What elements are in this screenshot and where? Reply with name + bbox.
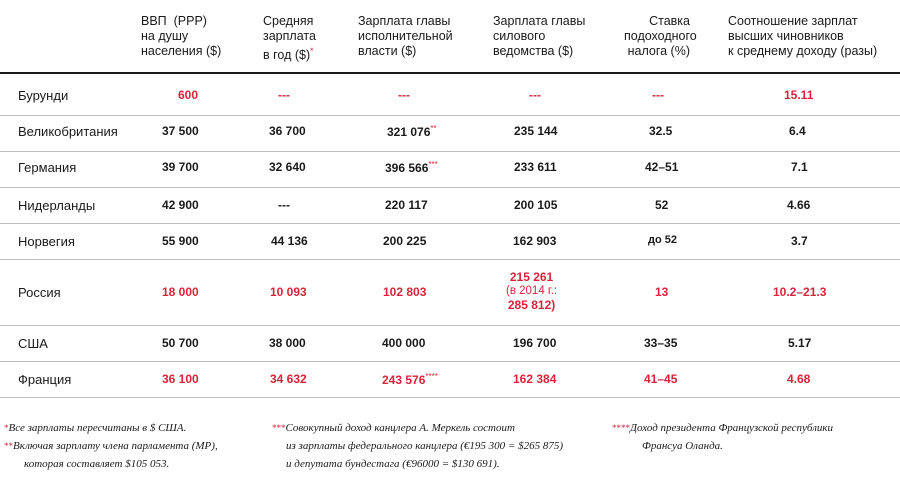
ratio-value: 3.7 — [791, 234, 808, 248]
header-avg-salary — [263, 14, 316, 63]
exec-salary-cell — [382, 372, 438, 387]
footnote-marker: **** — [425, 372, 438, 381]
footnote-2-line2: которая составляет $105 053. — [24, 458, 170, 470]
security-salary-value: 233 611 — [514, 160, 557, 174]
gdp-value: 55 900 — [162, 234, 199, 248]
footnote-4-line1: Доход президента Французской республики — [630, 422, 834, 434]
footnote-3-mark: *** — [272, 423, 286, 433]
exec-salary-value: 200 225 — [383, 234, 427, 248]
header-tax-rate — [624, 14, 697, 59]
row-divider — [0, 361, 900, 362]
row-divider — [0, 223, 900, 224]
footnote-4 — [612, 419, 833, 455]
security-salary-value: 196 700 — [513, 336, 557, 350]
footnote-3-line2: из зарплаты федерального канцлера (€195 300 = $265 875) — [286, 440, 563, 452]
header-security-salary — [493, 14, 585, 59]
ratio-value: 4.68 — [787, 372, 811, 386]
exec-salary-value: 321 076 — [387, 125, 431, 139]
country-name: Норвегия — [18, 234, 75, 249]
avg-salary-value: 36 700 — [269, 124, 306, 138]
exec-salary-value: 220 117 — [385, 198, 428, 212]
header-ratio-label: Соотношение зарплат высших чиновников к среднему доходу (разы) — [728, 14, 878, 58]
footnote-marker: ** — [430, 124, 437, 133]
row-divider — [0, 325, 900, 326]
exec-salary-value: --- — [398, 88, 410, 102]
exec-salary-value: 400 000 — [382, 336, 426, 350]
header-avg-salary-star: * — [310, 46, 314, 56]
footnote-2-mark: ** — [4, 441, 13, 451]
row-divider — [0, 115, 900, 116]
avg-salary-value: 44 136 — [271, 234, 308, 248]
ratio-value: 4.66 — [787, 198, 811, 212]
security-salary-value: 200 105 — [514, 198, 558, 212]
footnote-3 — [272, 419, 563, 473]
tax-rate-value: 32.5 — [649, 124, 673, 138]
country-name: Бурунди — [18, 88, 69, 103]
country-name: Франция — [18, 372, 72, 387]
gdp-value: 600 — [178, 88, 199, 102]
footnote-marker: *** — [428, 160, 438, 169]
tax-rate-value: 42–51 — [645, 160, 679, 174]
ratio-value: 10.2–21.3 — [773, 285, 827, 299]
country-name: Нидерланды — [18, 198, 96, 213]
avg-salary-value: --- — [278, 198, 290, 212]
footnote-1-mark: * — [4, 423, 9, 433]
footnote-4-line2: Франсуа Оланда. — [642, 440, 723, 452]
ratio-value: 7.1 — [791, 160, 808, 174]
tax-rate-value: 33–35 — [644, 336, 678, 350]
exec-salary-value: 102 803 — [383, 285, 427, 299]
security-salary-2014-value: 285 812) — [507, 298, 556, 312]
row-divider — [0, 151, 900, 152]
header-exec-salary-label: Зарплата главы исполнительной власти ($) — [358, 14, 453, 58]
tax-rate-value: 13 — [655, 285, 669, 299]
avg-salary-value: 34 632 — [270, 372, 307, 386]
header-ratio — [728, 14, 877, 59]
avg-salary-value: 10 093 — [270, 285, 307, 299]
ratio-value: 6.4 — [789, 124, 806, 138]
tax-rate-value: 52 — [655, 198, 669, 212]
gdp-value: 39 700 — [162, 160, 199, 174]
tax-rate-value: 41–45 — [644, 372, 678, 386]
footnote-3-line3: и депутата бундестага (€96000 = $130 691). — [286, 458, 500, 470]
avg-salary-value: 32 640 — [269, 160, 306, 174]
country-name: Великобритания — [18, 124, 118, 139]
footnote-2 — [4, 437, 218, 473]
avg-salary-value: --- — [278, 88, 290, 102]
country-name: Россия — [18, 285, 61, 300]
header-avg-salary-label: Средняя зарплата в год ($) — [263, 14, 316, 63]
exec-salary-value: 243 576 — [382, 373, 426, 387]
header-gdp — [141, 14, 221, 59]
country-name: США — [18, 336, 48, 351]
row-divider — [0, 259, 900, 260]
footnote-1 — [4, 419, 186, 437]
header-security-salary-label: Зарплата главы силового ведомства ($) — [493, 14, 586, 58]
exec-salary-cell — [385, 160, 438, 175]
footnote-2-line1: Включая зарплату члена парламента (MP), — [13, 440, 218, 452]
header-rule — [0, 72, 900, 74]
header-gdp-label: ВВП (PPP) на душу населения ($) — [141, 14, 222, 58]
gdp-value: 18 000 — [162, 285, 199, 299]
footnote-1-text: Все зарплаты пересчитаны в $ США. — [8, 422, 187, 434]
footnote-4-mark: **** — [612, 423, 630, 433]
ratio-value: 5.17 — [788, 336, 812, 350]
avg-salary-value: 38 000 — [269, 336, 306, 350]
security-salary-cell — [506, 270, 557, 312]
security-salary-value: 162 903 — [513, 234, 557, 248]
row-divider — [0, 187, 900, 188]
country-name: Германия — [18, 160, 77, 175]
header-exec-salary — [358, 14, 453, 59]
exec-salary-cell — [387, 124, 437, 139]
security-salary-value: 215 261 — [509, 270, 554, 284]
gdp-value: 42 900 — [162, 198, 199, 212]
security-salary-value: 235 144 — [514, 124, 558, 138]
security-salary-value: --- — [529, 88, 541, 102]
exec-salary-value: 396 566 — [385, 161, 429, 175]
gdp-value: 50 700 — [162, 336, 199, 350]
ratio-value: 15.11 — [784, 88, 814, 102]
header-tax-rate-label: Ставка подоходного налога (%) — [624, 14, 697, 58]
security-salary-note: (в 2014 г.: — [506, 285, 558, 297]
gdp-value: 36 100 — [162, 372, 199, 386]
gdp-value: 37 500 — [162, 124, 199, 138]
tax-rate-value: до 52 — [648, 234, 677, 246]
tax-rate-value: --- — [652, 88, 664, 102]
security-salary-value: 162 384 — [513, 372, 557, 386]
footnote-3-line1: Совокупный доход канцлера А. Меркель состоит — [285, 422, 515, 434]
row-divider — [0, 397, 900, 398]
